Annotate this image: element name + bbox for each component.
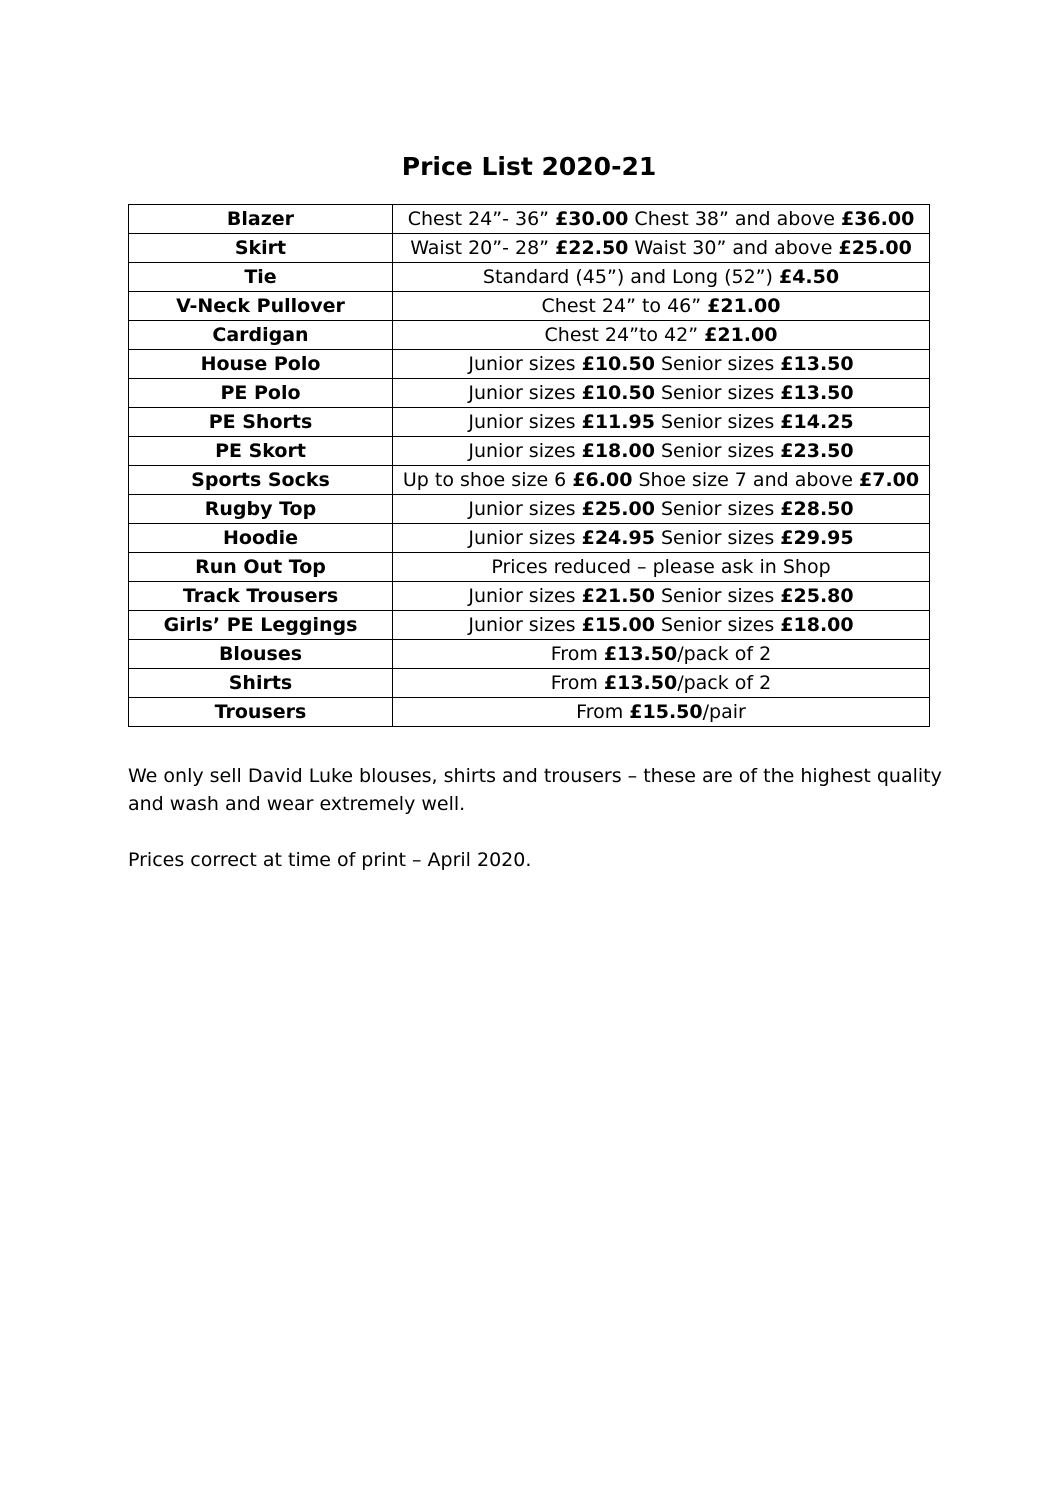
- item-price: [393, 698, 930, 727]
- price-text: Senior sizes: [654, 440, 781, 462]
- price-amount: £13.50: [603, 643, 678, 665]
- price-text: Junior sizes: [468, 440, 582, 462]
- item-name: Skirt: [129, 234, 393, 263]
- price-amount: £21.00: [707, 295, 781, 317]
- price-amount: £29.95: [780, 527, 854, 549]
- price-amount: £10.50: [581, 353, 655, 375]
- table-row: [129, 698, 930, 727]
- item-price: [393, 408, 930, 437]
- price-amount: £30.00: [555, 208, 629, 230]
- price-amount: £23.50: [780, 440, 854, 462]
- item-name: House Polo: [129, 350, 393, 379]
- price-text: Junior sizes: [468, 411, 582, 433]
- table-row: [129, 495, 930, 524]
- price-amount: £25.80: [780, 585, 854, 607]
- price-text: From: [550, 643, 604, 665]
- table-row: [129, 350, 930, 379]
- price-amount: £22.50: [555, 237, 629, 259]
- price-text: Senior sizes: [654, 382, 781, 404]
- price-amount: £15.50: [629, 701, 703, 723]
- price-text: Junior sizes: [468, 498, 582, 520]
- item-name: Blazer: [129, 205, 393, 234]
- price-amount: £13.50: [603, 672, 678, 694]
- item-price: [393, 437, 930, 466]
- price-table: [128, 204, 930, 727]
- price-amount: £7.00: [859, 469, 920, 491]
- item-name: Cardigan: [129, 321, 393, 350]
- price-text: Senior sizes: [654, 527, 781, 549]
- price-table-body: [129, 205, 930, 727]
- price-amount: £36.00: [840, 208, 915, 230]
- price-text: Junior sizes: [468, 382, 582, 404]
- table-row: [129, 553, 930, 582]
- price-text: Chest 24” to 46”: [541, 295, 708, 317]
- item-name: Blouses: [129, 640, 393, 669]
- item-name: Girls’ PE Leggings: [129, 611, 393, 640]
- price-amount: £10.50: [581, 382, 655, 404]
- item-price: [393, 466, 930, 495]
- price-text: Junior sizes: [468, 353, 582, 375]
- price-text: Senior sizes: [654, 498, 781, 520]
- price-amount: £21.50: [581, 585, 655, 607]
- table-row: [129, 321, 930, 350]
- price-text: Waist 20”- 28”: [410, 237, 556, 259]
- page-title: Price List 2020-21: [401, 151, 657, 181]
- item-name: Run Out Top: [129, 553, 393, 582]
- table-row: [129, 379, 930, 408]
- price-amount: £21.00: [704, 324, 778, 346]
- price-text: Chest 24”- 36”: [407, 208, 556, 230]
- price-text: Senior sizes: [654, 353, 781, 375]
- table-row: [129, 263, 930, 292]
- price-amount: £6.00: [572, 469, 633, 491]
- price-text: Prices reduced – please ask in Shop: [491, 556, 831, 578]
- price-amount: £13.50: [780, 382, 854, 404]
- table-row: [129, 611, 930, 640]
- price-amount: £18.00: [780, 614, 854, 636]
- price-text: Junior sizes: [468, 614, 582, 636]
- item-name: PE Skort: [129, 437, 393, 466]
- table-row: [129, 582, 930, 611]
- price-text: Shoe size 7 and above: [632, 469, 860, 491]
- table-row: [129, 437, 930, 466]
- price-amount: £13.50: [780, 353, 854, 375]
- price-text: Waist 30” and above: [628, 237, 839, 259]
- table-row: [129, 408, 930, 437]
- table-row: [129, 466, 930, 495]
- price-amount: £11.95: [581, 411, 655, 433]
- item-price: [393, 611, 930, 640]
- item-price: [393, 495, 930, 524]
- table-row: [129, 524, 930, 553]
- price-text: Chest 24”to 42”: [544, 324, 705, 346]
- table-row: [129, 234, 930, 263]
- price-amount: £28.50: [780, 498, 854, 520]
- price-amount: £4.50: [778, 266, 840, 288]
- price-text: /pack of 2: [677, 672, 772, 694]
- item-name: Sports Socks: [129, 466, 393, 495]
- price-text: Senior sizes: [654, 585, 781, 607]
- item-name: Trousers: [129, 698, 393, 727]
- price-text: Senior sizes: [654, 411, 781, 433]
- item-name: Rugby Top: [129, 495, 393, 524]
- item-price: [393, 582, 930, 611]
- table-row: [129, 292, 930, 321]
- accuracy-note: Prices correct at time of print – April 2020.: [128, 849, 532, 871]
- item-name: Shirts: [129, 669, 393, 698]
- item-name: Track Trousers: [129, 582, 393, 611]
- item-price: [393, 379, 930, 408]
- price-text: Junior sizes: [468, 527, 582, 549]
- price-text: Standard (45”) and Long (52”): [482, 266, 779, 288]
- item-price: [393, 350, 930, 379]
- item-price: [393, 205, 930, 234]
- price-amount: £14.25: [780, 411, 854, 433]
- item-name: PE Shorts: [129, 408, 393, 437]
- price-amount: £25.00: [581, 498, 655, 520]
- table-row: [129, 640, 930, 669]
- table-row: [129, 205, 930, 234]
- price-text: From: [550, 672, 604, 694]
- item-name: Tie: [129, 263, 393, 292]
- item-price: [393, 524, 930, 553]
- price-amount: £24.95: [581, 527, 655, 549]
- item-price: [393, 292, 930, 321]
- quality-note: We only sell David Luke blouses, shirts and trousers – these are of the highest quality and wash and wear extremely well.: [128, 765, 942, 815]
- item-price: [393, 553, 930, 582]
- price-text: Chest 38” and above: [628, 208, 841, 230]
- price-text: From: [576, 701, 630, 723]
- item-price: [393, 234, 930, 263]
- item-name: Hoodie: [129, 524, 393, 553]
- price-amount: £18.00: [581, 440, 655, 462]
- price-text: Junior sizes: [468, 585, 582, 607]
- item-name: V-Neck Pullover: [129, 292, 393, 321]
- price-text: /pair: [702, 701, 746, 723]
- item-price: [393, 669, 930, 698]
- price-text: Senior sizes: [654, 614, 781, 636]
- item-price: [393, 321, 930, 350]
- item-name: PE Polo: [129, 379, 393, 408]
- price-amount: £25.00: [838, 237, 912, 259]
- price-text: Up to shoe size 6: [402, 469, 573, 491]
- price-amount: £15.00: [581, 614, 655, 636]
- item-price: [393, 263, 930, 292]
- item-price: [393, 640, 930, 669]
- price-text: /pack of 2: [677, 643, 772, 665]
- table-row: [129, 669, 930, 698]
